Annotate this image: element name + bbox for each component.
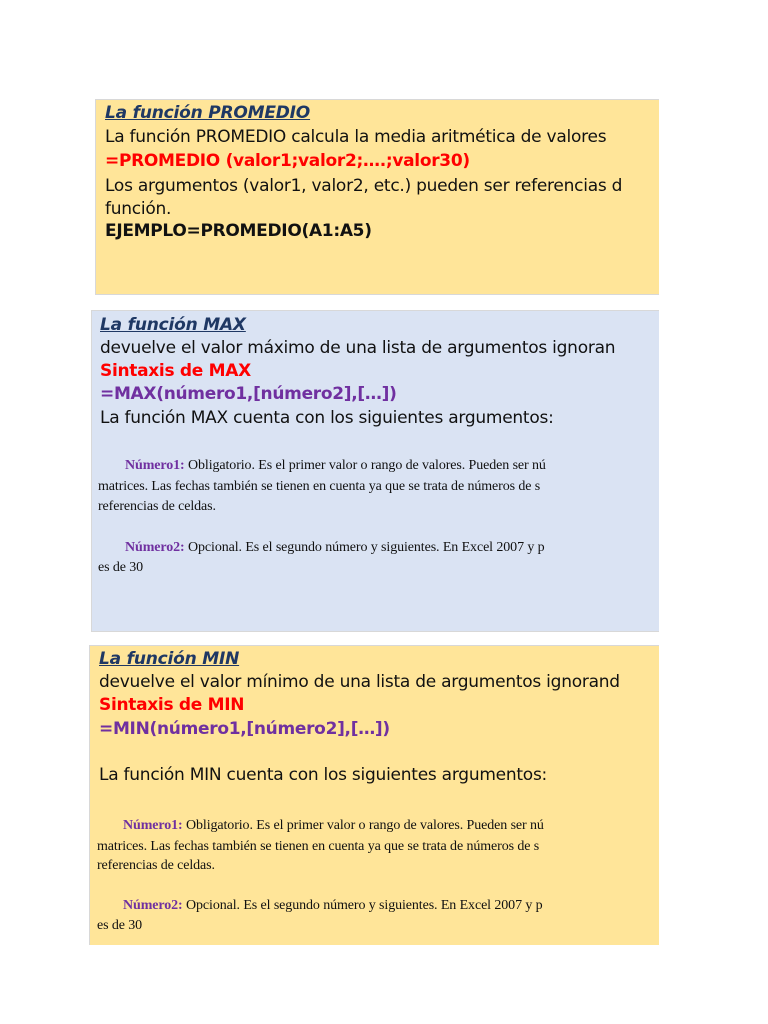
max-arg1-line3: referencias de celdas.: [98, 499, 216, 514]
promedio-args-line1: Los argumentos (valor1, valor2, etc.) pueden ser referencias d: [105, 176, 623, 196]
max-arg2-line2: es de 30: [98, 560, 144, 575]
min-syntax: =MIN(número1,[número2],[…]): [99, 719, 390, 739]
min-syntax-heading: Sintaxis de MIN: [99, 695, 245, 715]
max-arg2-text: Opcional. Es el segundo número y siguientes. En Excel 2007 y p: [184, 540, 545, 555]
max-arg1-text: Obligatorio. Es el primer valor o rango de valores. Pueden ser nú: [184, 458, 546, 473]
max-arg2-line1: [125, 540, 545, 556]
max-args-intro: La función MAX cuenta con los siguientes argumentos:: [100, 408, 554, 428]
min-arg1-label: Número1:: [123, 818, 183, 833]
min-description: devuelve el valor mínimo de una lista de argumentos ignorand: [99, 672, 620, 692]
min-arg1-text: Obligatorio. Es el primer valor o rango de valores. Pueden ser nú: [182, 818, 544, 833]
promedio-args-line2: función.: [105, 199, 172, 219]
max-title: La función MAX: [100, 315, 246, 335]
max-arg1-label: Número1:: [125, 458, 185, 473]
max-syntax: =MAX(número1,[número2],[…]): [100, 384, 397, 404]
promedio-syntax: =PROMEDIO (valor1;valor2;….;valor30): [105, 151, 470, 171]
min-arg2-line2: es de 30: [97, 918, 143, 933]
min-title: La función MIN: [99, 649, 240, 669]
max-arg2-label: Número2:: [125, 540, 185, 555]
max-syntax-heading: Sintaxis de MAX: [100, 361, 251, 381]
max-arg1-line2: matrices. Las fechas también se tienen en cuenta ya que se trata de números de s: [98, 479, 541, 494]
promedio-title: La función PROMEDIO: [105, 103, 311, 123]
min-arg2-line1: [123, 898, 543, 914]
min-arg1-line2: matrices. Las fechas también se tienen en cuenta ya que se trata de números de s: [97, 839, 540, 854]
promedio-example: EJEMPLO=PROMEDIO(A1:A5): [105, 221, 372, 241]
min-args-intro: La función MIN cuenta con los siguientes argumentos:: [99, 765, 548, 785]
promedio-box: [95, 99, 659, 295]
promedio-description: La función PROMEDIO calcula la media aritmética de valores: [105, 127, 607, 147]
max-box: [91, 310, 659, 632]
min-box: [89, 645, 659, 945]
min-arg2-label: Número2:: [123, 898, 183, 913]
max-arg1-line1: [125, 458, 546, 474]
min-arg1-line3: referencias de celdas.: [97, 858, 215, 873]
max-description: devuelve el valor máximo de una lista de argumentos ignoran: [100, 338, 616, 358]
min-arg2-text: Opcional. Es el segundo número y siguientes. En Excel 2007 y p: [182, 898, 543, 913]
min-arg1-line1: [123, 818, 544, 834]
